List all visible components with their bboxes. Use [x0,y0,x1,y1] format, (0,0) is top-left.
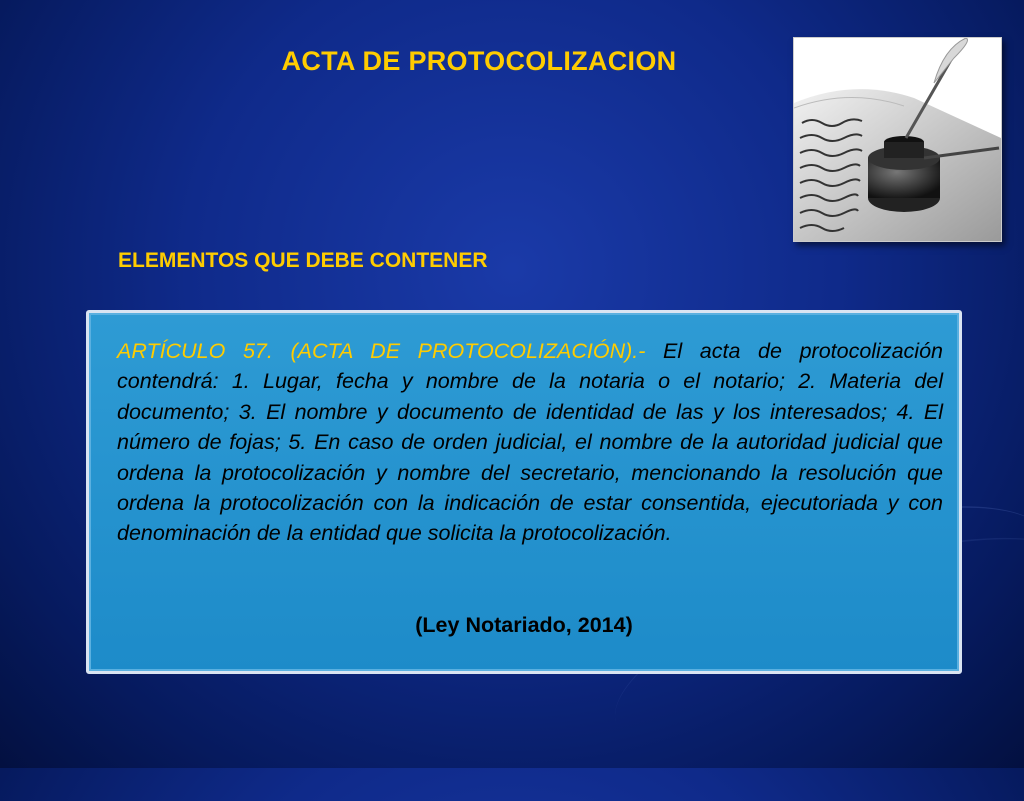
section-subtitle: ELEMENTOS QUE DEBE CONTENER [118,249,488,272]
inkwell-quill-book-icon [793,37,1002,242]
article-paragraph [117,336,943,549]
citation: (Ley Notariado, 2014) [415,613,633,637]
slide-title: ACTA DE PROTOCOLIZACION [281,46,677,76]
article-body: El acta de protocolización contendrá: 1. Lugar, fecha y nombre de la notaria o el notario; 2. Materia del documento; 3. El nombre y documento de identidad de las y los interesados; 4. El número de fojas; 5. En caso de orden judicial, el nombre de la autoridad judicial que ordena la protocolización y nombre del secretario, mencionando la resolución que ordena la protocolización con la indicación de estar consentida, ejecutoriada y con denominación de la entidad que solicita la protocolización. [117,339,943,546]
article-heading: ARTÍCULO 57. (ACTA DE PROTOCOLIZACIÓN).- [117,339,646,363]
